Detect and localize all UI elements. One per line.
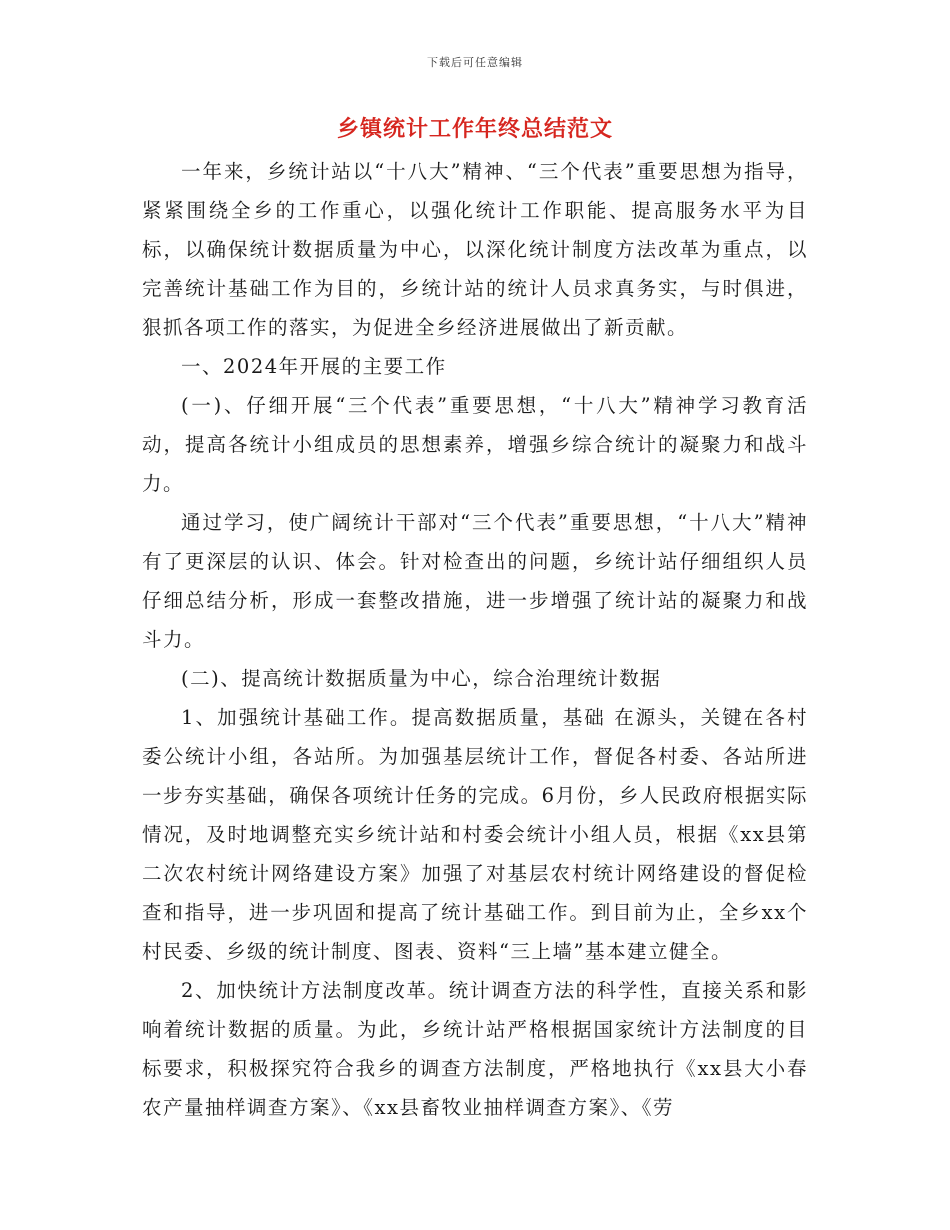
section-heading-main-work: 一、2024年开展的主要工作 (181, 355, 447, 378)
paragraph-intro: 一年来，乡统计站以“十八大”精神、“三个代表”重要思想为指导，紧紧围绕全乡的工作重心，以强化统计工作职能、提高服务水平为目标，以确保统计数据质量为中心，以深化统计制度方法改革为重点，以完善统计基础工作为目的，乡统计站的统计人员求真务实，与时俱进，狠抓各项工作的落实，为促进全乡经济进展做出了新贡献。 (142, 160, 808, 339)
subsection-heading-1: (一)、仔细开展“三个代表”重要思想，“十八大”精神学习教育活动，提高各统计小组成员的思想素养，增强乡综合统计的凝聚力和战斗力。 (142, 394, 808, 495)
page-header-note: 下载后可任意编辑 (427, 56, 523, 69)
paragraph-item-1: 1、加强统计基础工作。提高数据质量，基础 在源头，关键在各村委公统计小组，各站所。为加强基层统计工作，督促各村委、各站所进一步夯实基础，确保各项统计任务的完成。6月份，乡人民政府根据实际情况，及时地调整充实乡统计站和村委会统计小组人员，根据《xx县第二次农村统计网络建设方案》加强了对基层农村统计网络建设的督促检查和指导，进一步巩固和提高了统计基础工作。到目前为止，全乡xx个村民委、乡级的统计制度、图表、资料“三上墙”基本建立健全。 (142, 706, 808, 963)
document-body (142, 152, 808, 1127)
paragraph-item-2: 2、加快统计方法制度改革。统计调查方法的科学性，直接关系和影响着统计数据的质量。为此，乡统计站严格根据国家统计方法制度的目标要求，积极探究符合我乡的调查方法制度，严格地执行《xx县大小春农产量抽样调查方案》、《xx县畜牧业抽样调查方案》、《劳 (142, 979, 808, 1119)
document-title: 乡镇统计工作年终总结范文 (336, 116, 613, 142)
paragraph-study: 通过学习，使广阔统计干部对“三个代表”重要思想，“十八大”精神有了更深层的认识、体会。针对检查出的问题，乡统计站仔细组织人员仔细总结分析，形成一套整改措施，进一步增强了统计站的凝聚力和战斗力。 (142, 511, 808, 651)
subsection-heading-2: (二)、提高统计数据质量为中心，综合治理统计数据 (181, 667, 662, 690)
